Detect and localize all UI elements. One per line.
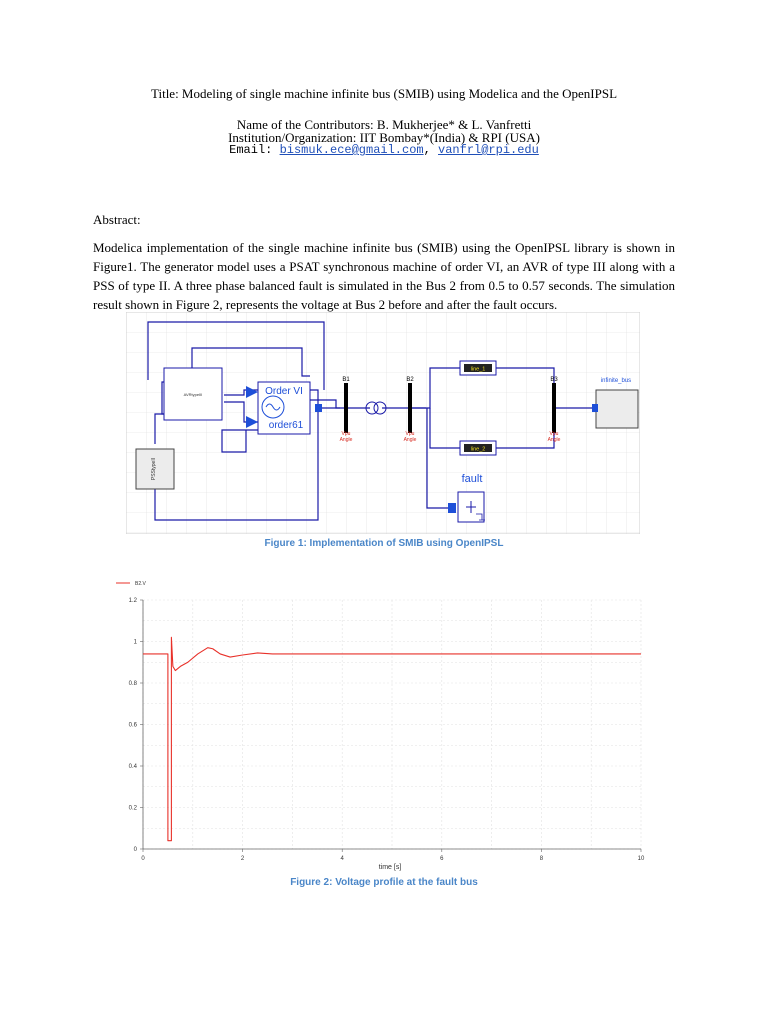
chart-ticks [129, 598, 645, 862]
smib-diagram [126, 312, 640, 534]
line-1-label: line_1 [470, 366, 486, 373]
line-2-block [460, 441, 496, 455]
generator-block [258, 382, 310, 434]
y-tick-label: 0.2 [128, 805, 137, 812]
figure-2-caption: Figure 2: Voltage profile at the fault bus [290, 877, 478, 888]
pss-block [136, 449, 174, 489]
vpu-label: Vpu [405, 431, 415, 437]
y-tick-label: 1 [133, 639, 137, 646]
figure-1-caption: Figure 1: Implementation of SMIB using OpenIPSL [264, 538, 504, 549]
avr-label: AVRtypeIII [183, 392, 203, 397]
vpu-label: Vpu [549, 431, 559, 437]
fault-label: fault [461, 473, 483, 485]
line-2-label: line_2 [470, 446, 486, 453]
bus-bar-b1 [344, 383, 348, 433]
infinite-bus-label: infinite_bus [600, 378, 632, 384]
order-label: Order VI [265, 386, 303, 397]
abstract-heading: Abstract: [93, 212, 141, 227]
voltage-chart [100, 578, 660, 878]
y-tick-label: 0.4 [128, 764, 137, 770]
x-tick-label: 2 [240, 856, 245, 862]
bus-bar-b2 [408, 383, 412, 433]
vpu-label: Vpu [341, 431, 351, 437]
terminal [315, 404, 322, 412]
pss-label: PSStypeII [151, 457, 157, 481]
angle-label: Angle [339, 437, 353, 443]
x-axis-label: time [s] [378, 864, 402, 871]
y-tick-label: 0 [133, 847, 137, 853]
email-link-2[interactable]: vanfrl@rpi.edu [438, 143, 539, 157]
bus-label-b2: B2 [406, 377, 414, 383]
angle-label: Angle [403, 437, 417, 443]
diagram-grid [126, 312, 640, 534]
paper-title: Title: Modeling of single machine infinite bus (SMIB) using Modelica and the OpenIPSL [150, 86, 618, 101]
contributors: Name of the Contributors: B. Mukherjee* & L. Vanfretti [236, 117, 532, 132]
email-link-1[interactable]: bismuk.ece@gmail.com [279, 143, 424, 157]
y-tick-label: 0.8 [128, 681, 137, 687]
chart-grid [143, 600, 641, 849]
institution: Institution/Organization: IIT Bombay*(India) & RPI (USA) [228, 130, 540, 145]
angle-label: Angle [547, 437, 561, 443]
email-line [0, 143, 768, 157]
bus-label-b3: B3 [550, 377, 558, 383]
x-tick-label: 6 [440, 856, 444, 862]
y-tick-label: 0.6 [128, 722, 137, 729]
x-tick-label: 4 [340, 856, 344, 862]
order61-label: order61 [268, 420, 304, 431]
legend-label: B2.V [135, 581, 146, 587]
chart-series [143, 637, 641, 840]
abstract-body: Modelica implementation of the single machine infinite bus (SMIB) using the OpenIPSL library is shown in Figure1. The generator model uses a PSAT synchronous machine of order VI, an AVR of type III along with a PSS of type II. A three phase balanced fault is simulated in the Bus 2 from 0.5 to 0.57 seconds. The simulation result shown in Figure 2, represents the voltage at Bus 2 before and after the fault occurs. [93, 240, 675, 312]
bus-label-b1: B1 [342, 377, 350, 383]
email-separator: , [423, 143, 431, 157]
x-tick-label: 0 [141, 856, 145, 862]
y-tick-label: 1.2 [128, 598, 137, 604]
series-line-b2-v [143, 637, 641, 840]
email-label: Email: [229, 143, 273, 157]
x-tick-label: 10 [637, 856, 645, 862]
chart-legend [116, 581, 147, 587]
x-tick-label: 8 [539, 856, 544, 862]
bus-bar-b3 [552, 383, 556, 433]
line-1-block [460, 361, 496, 375]
avr-block [164, 368, 222, 420]
